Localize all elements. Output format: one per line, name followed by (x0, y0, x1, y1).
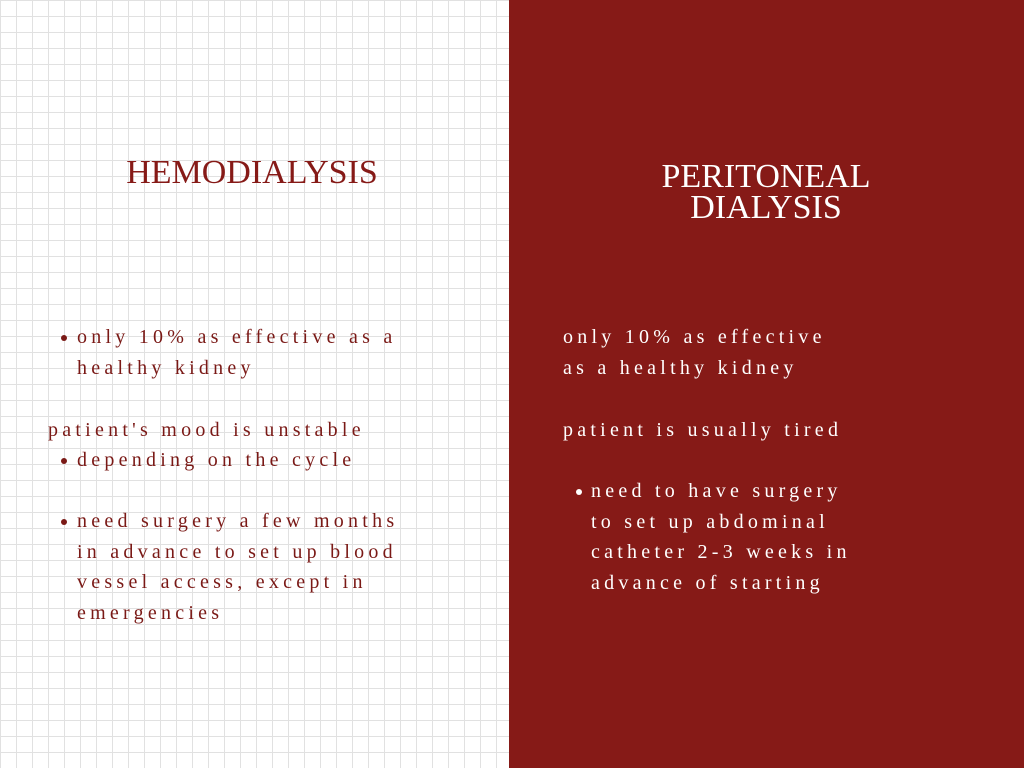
hemodialysis-panel (0, 0, 509, 768)
peritoneal-item-2-line-1: patient is usually tired (563, 419, 843, 441)
peritoneal-dialysis-heading (566, 156, 966, 226)
peritoneal-item-3-line-2: to set up abdominal (591, 510, 829, 533)
hemodialysis-item-3-line-1: need surgery a few months (77, 510, 399, 532)
hemodialysis-item-3-line-3: vessel access, except in (77, 571, 367, 593)
peritoneal-heading-line-1: PERITONEAL (661, 158, 871, 195)
left-bullet-1 (61, 335, 67, 341)
peritoneal-item-1-line-1: only 10% as effective (563, 326, 826, 348)
peritoneal-item-3-line-1: need to have surgery (591, 480, 842, 502)
hemodialysis-item-1-line-2: healthy kidney (77, 356, 255, 379)
hemodialysis-item-1-line-1: only 10% as effective as a (77, 326, 397, 348)
hemodialysis-item-2 (77, 445, 355, 476)
peritoneal-item-1 (563, 322, 826, 383)
hemodialysis-item-2-prefix (48, 415, 365, 446)
hemodialysis-item-2-prefix-text: patient's mood is unstable (48, 419, 365, 441)
peritoneal-dialysis-panel (509, 0, 1024, 768)
peritoneal-item-1-line-2: as a healthy kidney (563, 356, 798, 379)
left-bullet-2 (61, 458, 67, 464)
hemodialysis-item-1 (77, 322, 397, 383)
hemodialysis-item-3-line-4: emergencies (77, 601, 224, 624)
hemodialysis-heading: HEMODIALYSIS (126, 154, 378, 191)
hemodialysis-item-3 (77, 506, 398, 628)
peritoneal-item-3-line-3: catheter 2-3 weeks in (591, 541, 851, 563)
hemodialysis-item-3-line-2: in advance to set up blood (77, 540, 397, 563)
peritoneal-heading-line-2: DIALYSIS (690, 188, 842, 226)
peritoneal-item-3 (591, 476, 851, 598)
hemodialysis-item-2-line-1: depending on the cycle (77, 449, 356, 471)
peritoneal-item-3-line-4: advance of starting (591, 571, 824, 594)
right-bullet-3 (576, 489, 582, 495)
peritoneal-item-2 (563, 415, 842, 446)
left-bullet-3 (61, 519, 67, 525)
